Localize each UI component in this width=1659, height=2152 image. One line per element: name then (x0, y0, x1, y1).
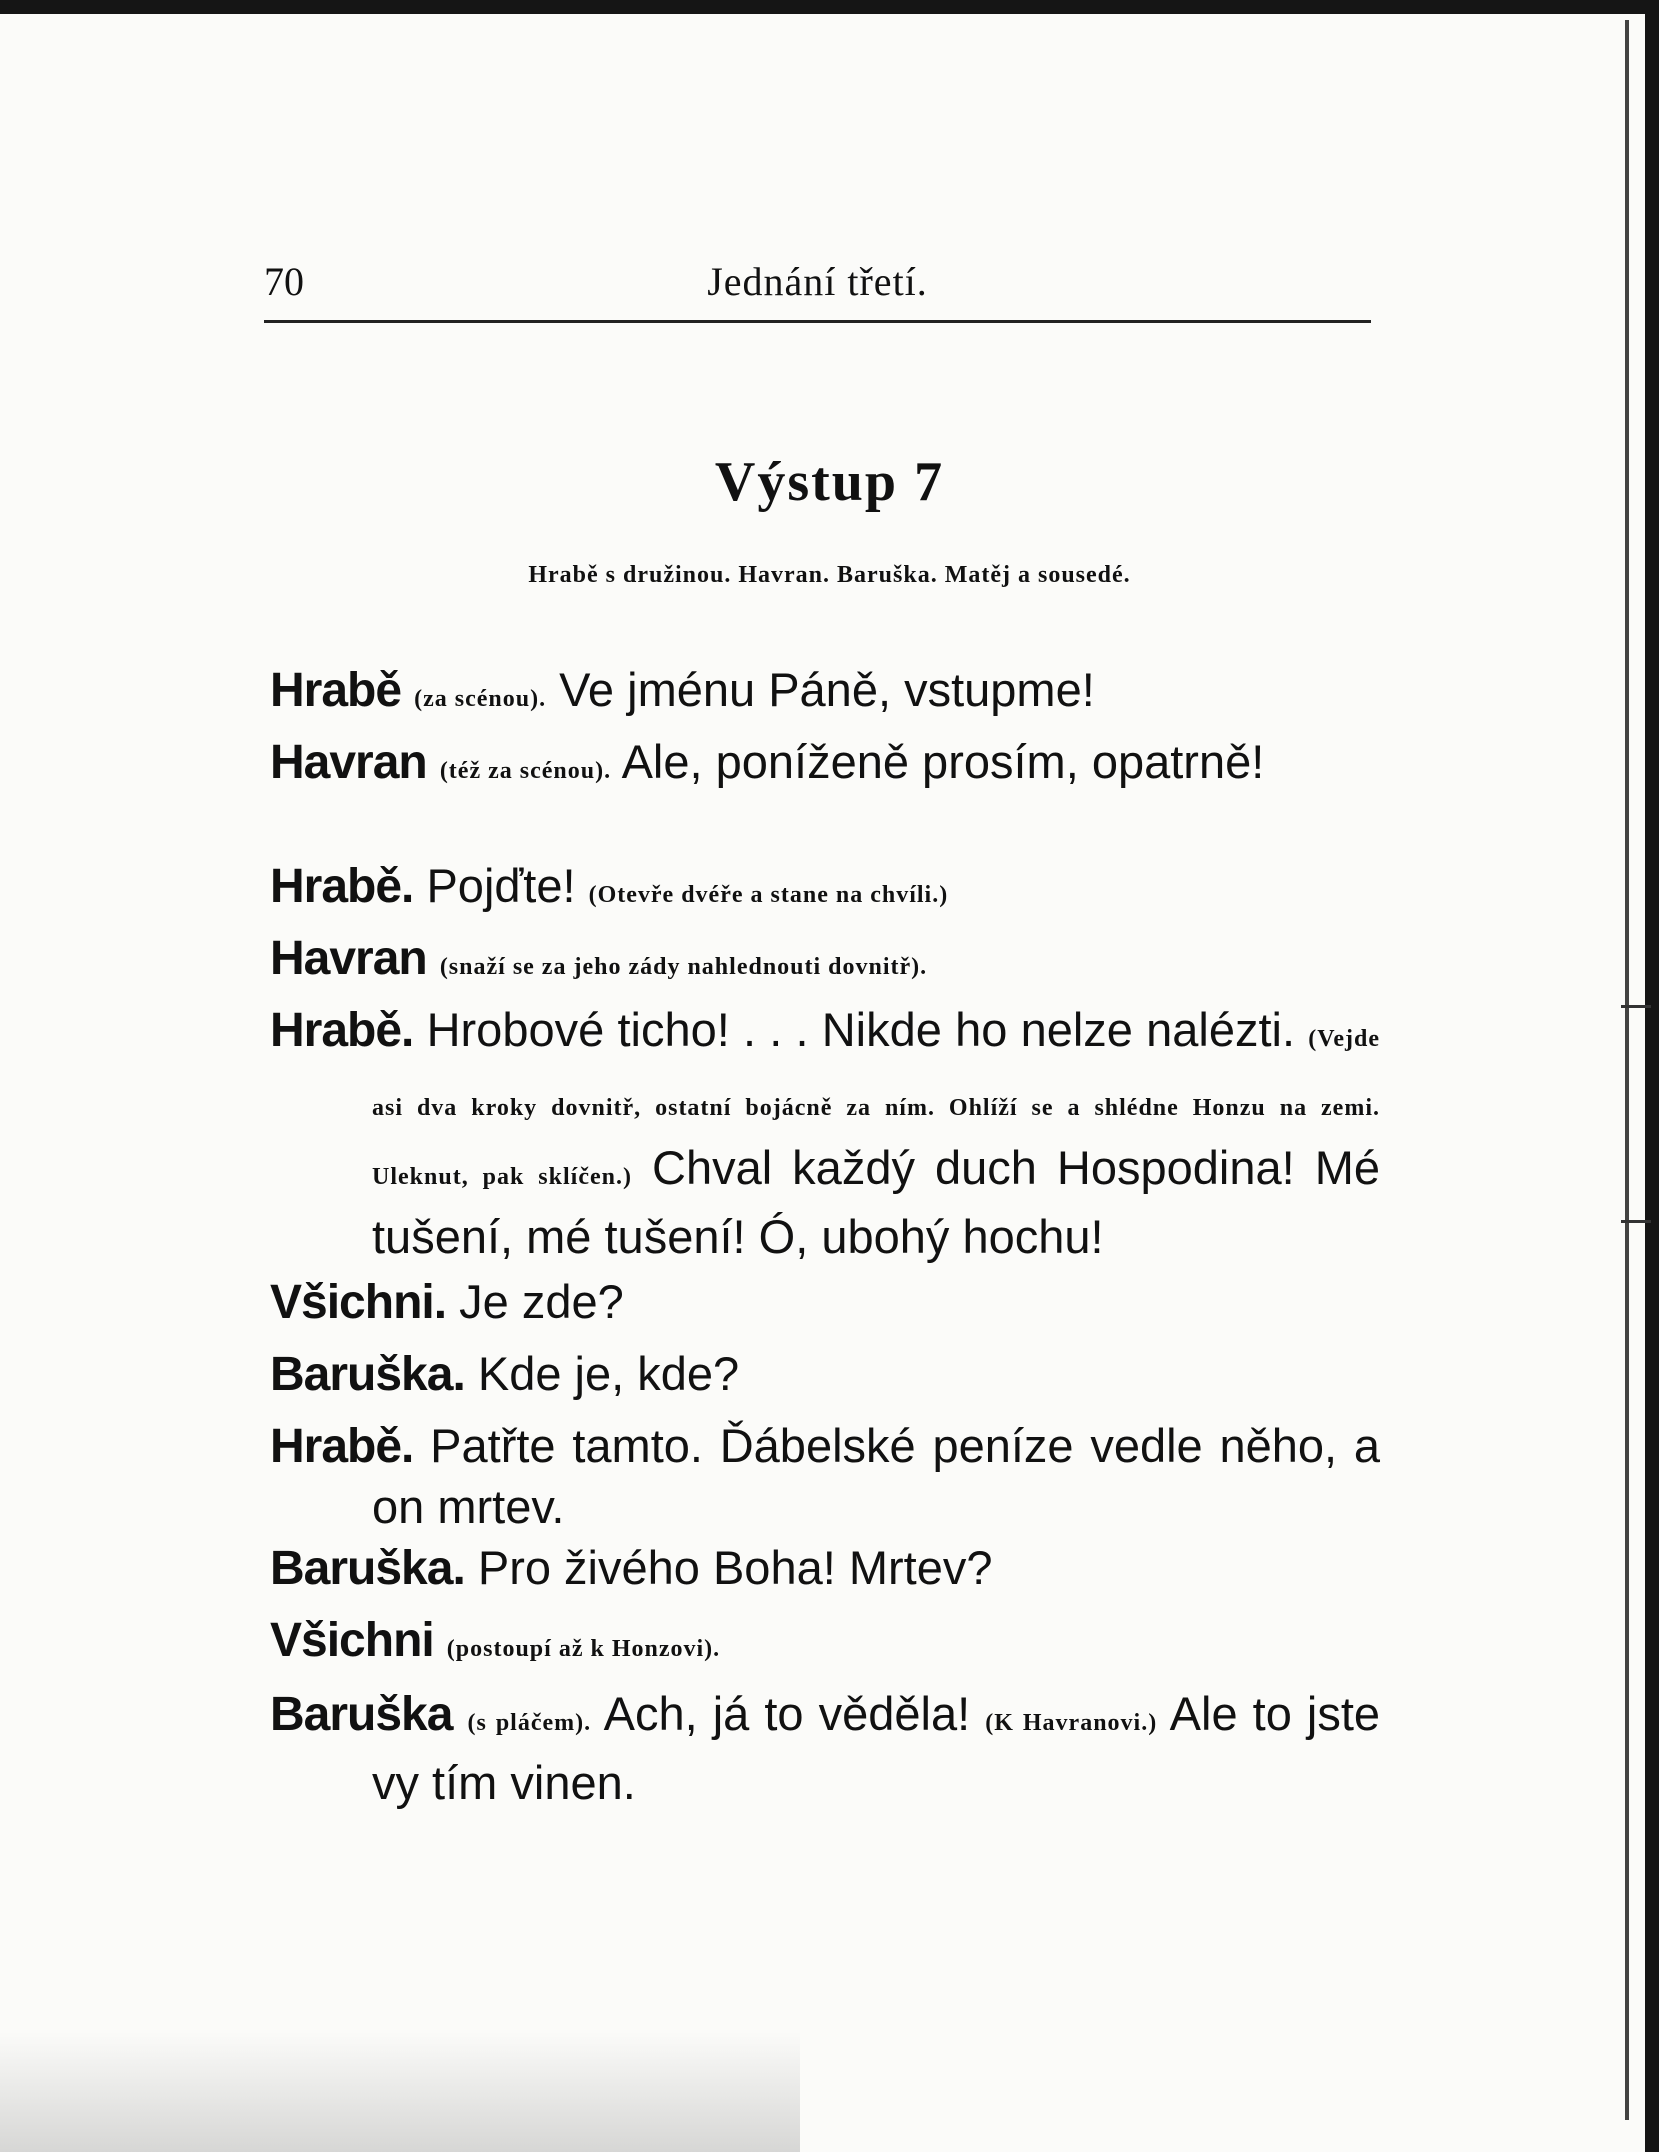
speech (270, 1416, 1380, 1537)
speech (270, 1344, 1380, 1405)
speech-text: Je zde? (459, 1275, 624, 1328)
scan-border-top (0, 0, 1659, 14)
speech (270, 1272, 1380, 1333)
speech-text: Pro živého Boha! Mrtev? (477, 1541, 993, 1594)
edge-mark (1621, 1005, 1651, 1008)
speech (270, 856, 1380, 925)
speech-text: Patřte tamto. Ďábelské peníze vedle něho, a on mrtev. (372, 1419, 1380, 1533)
speech-text: Chval každý duch Hospodina! Mé tušení, mé tušení! Ó, ubohý hochu! (372, 1141, 1380, 1263)
speech (270, 1610, 1380, 1679)
stage-direction: (též za scénou). (439, 758, 612, 784)
scan-smudge (0, 2032, 800, 2152)
speaker-name: Hrabě. (270, 1004, 414, 1057)
page-header (264, 258, 1371, 318)
speech (270, 1684, 1380, 1813)
scene-title: Výstup 7 (714, 451, 945, 513)
speaker-name: Havran (270, 736, 427, 789)
speech-text: Ach, já to věděla! (603, 1687, 971, 1740)
page-edge-line (1625, 20, 1629, 2120)
speaker-name: Baruška. (270, 1542, 465, 1595)
speech-text: Kde je, kde? (477, 1347, 740, 1400)
page-number: 70 (264, 259, 304, 304)
cast-list: Hrabě s družinou. Havran. Baruška. Matěj a sousedé. (528, 562, 1131, 588)
scan-border-right (1645, 0, 1659, 2152)
stage-direction: (za scénou). (414, 686, 547, 712)
speech-text: Ve jménu Páně, vstupme! (559, 663, 1095, 716)
stage-direction: (s pláčem). (467, 1710, 592, 1736)
stage-direction: (Otevře dvéře a stane na chvíli.) (588, 882, 949, 908)
edge-mark (1621, 1220, 1651, 1223)
speech-text: Hrobové ticho! . . . Nikde ho nelze nalézti. (426, 1003, 1296, 1056)
header-rule (264, 320, 1371, 323)
speech-text: Ale, poníženě prosím, opatrně! (621, 735, 1265, 788)
speaker-name: Hrabě. (270, 860, 414, 913)
speaker-name: Baruška (270, 1688, 453, 1741)
speech-text: Pojďte! (426, 859, 576, 912)
stage-direction: (Vejde asi dva kroky dovnitř, ostatní bojácně za ním. Ohlíží se a shlédne Honzu na zemi. Uleknut, pak sklíčen.) (372, 1026, 1381, 1190)
speech (270, 660, 1380, 729)
stage-direction: (postoupí až k Honzovi). (446, 1636, 721, 1662)
speaker-name: Všichni. (270, 1276, 447, 1329)
speaker-name: Baruška. (270, 1348, 465, 1401)
running-head: Jednání třetí. (707, 259, 928, 304)
speech (270, 928, 1380, 997)
speaker-name: Všichni (270, 1614, 434, 1667)
speaker-name: Havran (270, 932, 427, 985)
speaker-name: Hrabě. (270, 1420, 414, 1473)
speech (270, 732, 1380, 801)
speech-text: Ale to jste vy tím vinen. (372, 1687, 1381, 1809)
speech (270, 1538, 1380, 1599)
speech (270, 1000, 1380, 1267)
stage-direction: (K Havranovi.) (985, 1710, 1158, 1736)
stage-direction: (snaží se za jeho zády nahlednouti dovnitř). (439, 954, 928, 980)
speaker-name: Hrabě (270, 664, 402, 717)
